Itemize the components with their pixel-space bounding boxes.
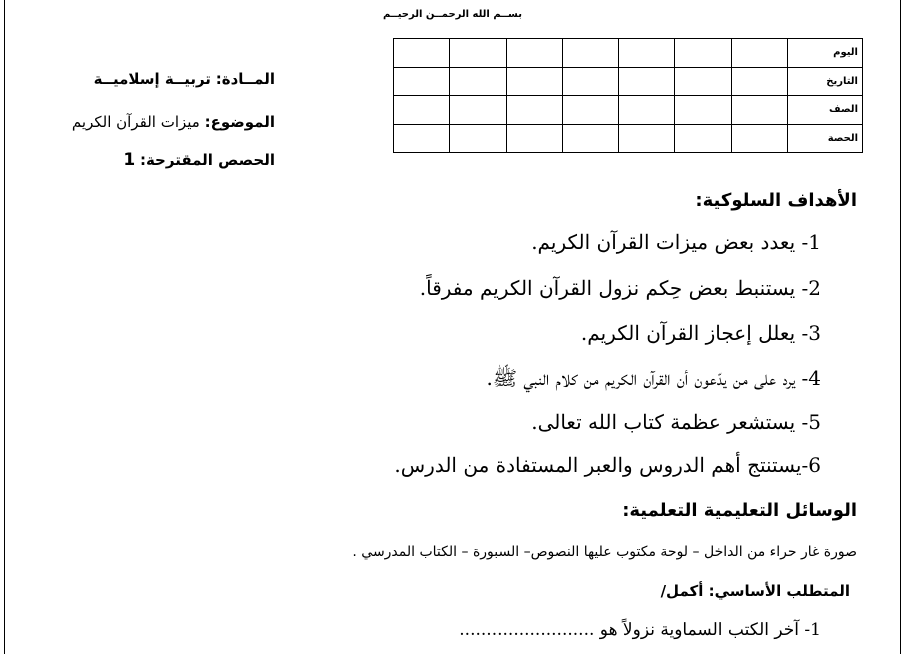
- schedule-row: [394, 39, 863, 68]
- sessions-value: 1: [123, 150, 136, 170]
- schedule-cell: [619, 39, 675, 68]
- schedule-cell: [394, 124, 450, 153]
- schedule-cell: [450, 96, 506, 125]
- schedule-cell: [506, 124, 562, 153]
- schedule-table: [393, 38, 863, 153]
- objective-3: 3- يعلل إعجاز القرآن الكريم.: [580, 321, 821, 345]
- schedule-cell: [675, 67, 731, 96]
- schedule-cell: [675, 124, 731, 153]
- objective-6: 6-يستنتج أهم الدروس والعبر المستفادة من الدرس.: [394, 453, 821, 477]
- schedule-cell: [619, 67, 675, 96]
- sessions-line: [123, 150, 275, 170]
- schedule-cell: [562, 124, 618, 153]
- schedule-cell: [675, 96, 731, 125]
- topic-label: الموضوع:: [204, 113, 275, 131]
- schedule-row-label: اليوم: [788, 39, 863, 68]
- objective-2: 2- يستنبط بعض حِكم نزول القرآن الكريم مفرقاً.: [419, 276, 821, 300]
- schedule-row: [394, 124, 863, 153]
- schedule-cell: [619, 124, 675, 153]
- tools-text: صورة غار حراء من الداخل – لوحة مكتوب عليها النصوص– السبورة – الكتاب المدرسي .: [352, 544, 857, 560]
- subject-label: المــادة:: [215, 70, 275, 88]
- schedule-cell: [506, 39, 562, 68]
- tools-title: الوسائل التعليمية التعلمية:: [622, 500, 857, 521]
- schedule-cell: [619, 96, 675, 125]
- schedule-cell: [506, 67, 562, 96]
- schedule-row-label: الحصة: [788, 124, 863, 153]
- schedule-cell: [450, 67, 506, 96]
- objective-4: 4- يرد على من يدّعون أن القرآن الكريم من كلام النبي ﷺ.: [486, 366, 821, 390]
- schedule-row-label: الصف: [788, 96, 863, 125]
- subject-line: [94, 70, 275, 88]
- schedule-cell: [562, 67, 618, 96]
- schedule-cell: [562, 96, 618, 125]
- schedule-cell: [394, 67, 450, 96]
- schedule-cell: [731, 96, 787, 125]
- schedule-row-label: التاريخ: [788, 67, 863, 96]
- schedule-cell: [675, 39, 731, 68]
- topic-line: [72, 113, 275, 131]
- schedule-cell: [731, 124, 787, 153]
- objective-1: 1- يعدد بعض ميزات القرآن الكريم.: [531, 230, 821, 254]
- sessions-label: الحصص المقترحة:: [139, 151, 275, 169]
- schedule-row: [394, 96, 863, 125]
- schedule-cell: [394, 39, 450, 68]
- schedule-cell: [506, 96, 562, 125]
- topic-value: ميزات القرآن الكريم: [71, 113, 200, 131]
- schedule-cell: [731, 39, 787, 68]
- schedule-cell: [731, 67, 787, 96]
- subject-value: تربيــة إسلاميــة: [93, 70, 211, 88]
- objective-5: 5- يستشعر عظمة كتاب الله تعالى.: [531, 410, 821, 434]
- schedule-cell: [450, 39, 506, 68]
- schedule-cell: [394, 96, 450, 125]
- basmala: بســم الله الرحمــن الرحيــم: [383, 9, 522, 20]
- objectives-title: الأهداف السلوكية:: [695, 190, 857, 211]
- schedule-cell: [450, 124, 506, 153]
- schedule-row: [394, 67, 863, 96]
- schedule-cell: [562, 39, 618, 68]
- prerequisite-title: المتطلب الأساسي: أكمل/: [660, 582, 850, 600]
- prerequisite-question-1: 1- آخر الكتب السماوية نزولاً هو .........................: [459, 620, 821, 640]
